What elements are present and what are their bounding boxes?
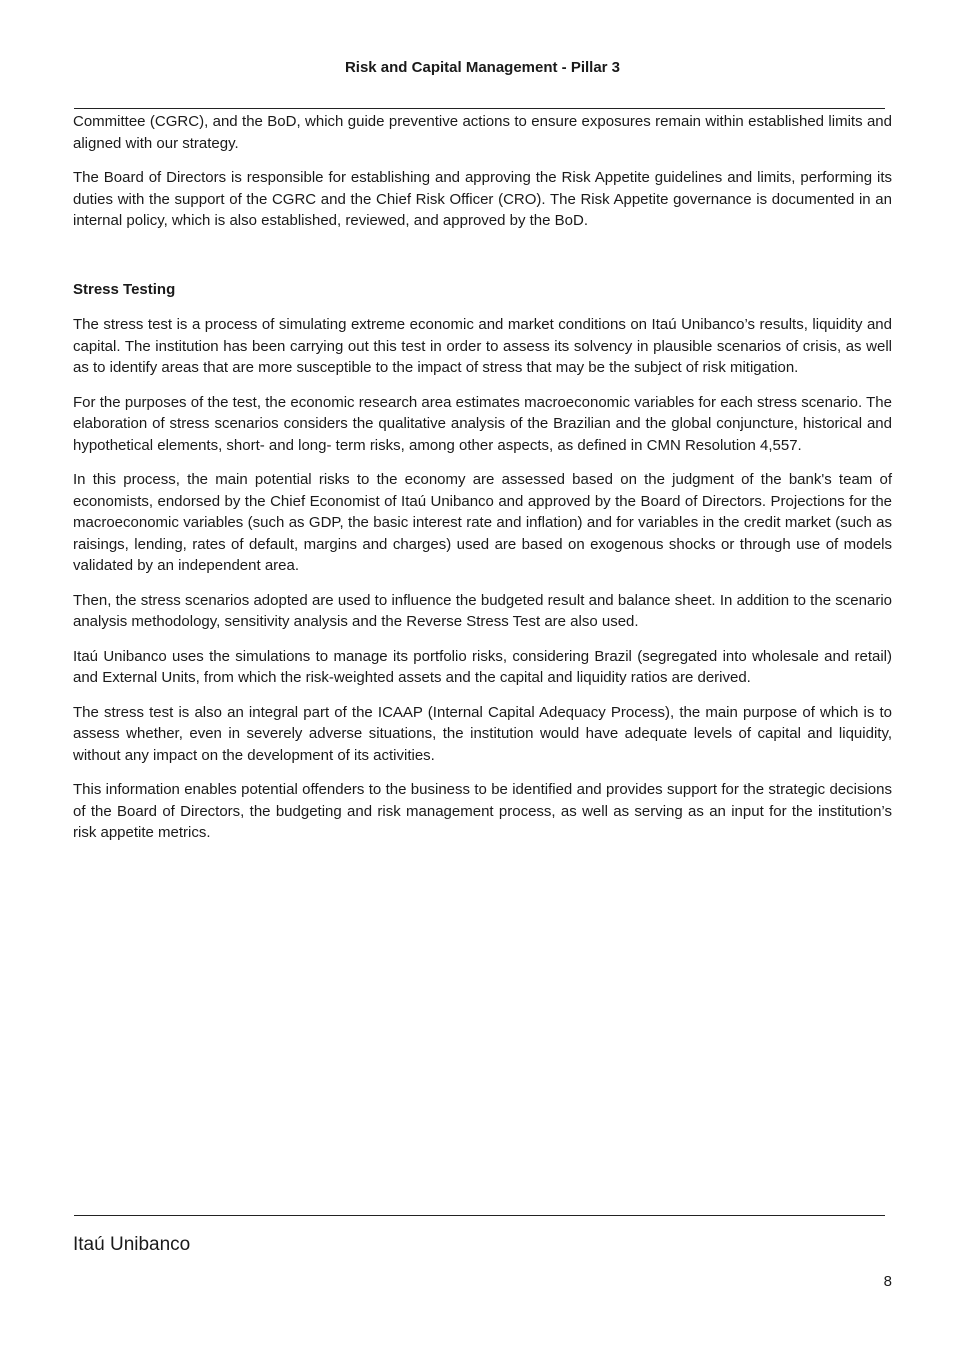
paragraph: Itaú Unibanco uses the simulations to manage its portfolio risks, considering Brazil (segregated into wholesale and retail) and External Units, from which the risk-weighted assets and the capital and liquidity ratios are derived.	[73, 647, 892, 686]
paragraph: Committee (CGRC), and the BoD, which guide preventive actions to ensure exposures remain within established limits and aligned with our strategy.	[73, 113, 892, 152]
paragraph: The stress test is also an integral part of the ICAAP (Internal Capital Adequacy Process), the main purpose of which is to assess whether, even in severely adverse situations, the institution would have adequate levels of capital and liquidity, without any impact on the development of its activities.	[73, 703, 892, 764]
paragraph: This information enables potential offenders to the business to be identified and provides support for the strategic decisions of the Board of Directors, the budgeting and risk management process, as well as serving as an input for the institution’s risk appetite metrics.	[73, 781, 892, 841]
header-divider	[74, 108, 885, 109]
paragraph: For the purposes of the test, the economic research area estimates macroeconomic variables for each stress scenario. The elaboration of stress scenarios considers the qualitative analysis of the Brazilian and the global conjuncture, historical and hypothetical elements, short- and long- term risks, among other aspects, as defined in CMN Resolution 4,557.	[73, 393, 892, 454]
section-heading-stress-testing: Stress Testing	[73, 280, 176, 298]
document-body	[73, 111, 892, 857]
paragraph: The Board of Directors is responsible for establishing and approving the Risk Appetite guidelines and limits, performing its duties with the support of the CGRC and the Chief Risk Officer (CRO). The Risk Appetite governance is documented in an internal policy, which is also established, reviewed, and approved by the BoD.	[73, 169, 892, 229]
page-number: 8	[883, 1273, 892, 1290]
footer-divider	[74, 1215, 885, 1216]
paragraph: The stress test is a process of simulating extreme economic and market conditions on Itaú Unibanco’s results, liquidity and capital. The institution has been carrying out this test in order to assess its solvency in plausible scenarios of crisis, as well as to identify areas that are more susceptible to the impact of stress that may be the subject of risk mitigation.	[73, 316, 892, 376]
footer-brand: Itaú Unibanco	[73, 1234, 191, 1255]
paragraph: In this process, the main potential risks to the economy are assessed based on the judgment of the bank's team of economists, endorsed by the Chief Economist of Itaú Unibanco and approved by the Board of Directors. Projections for the macroeconomic variables (such as GDP, the basic interest rate and inflation) and for variables in the credit market (such as raisings, lending, rates of default, margins and charges) used are based on exogenous shocks or through use of models validated by an independent area.	[73, 471, 892, 574]
page-title: Risk and Capital Management - Pillar 3	[344, 59, 621, 76]
paragraph: Then, the stress scenarios adopted are used to influence the budgeted result and balance sheet. In addition to the scenario analysis methodology, sensitivity analysis and the Reverse Stress Test are also used.	[73, 591, 892, 630]
